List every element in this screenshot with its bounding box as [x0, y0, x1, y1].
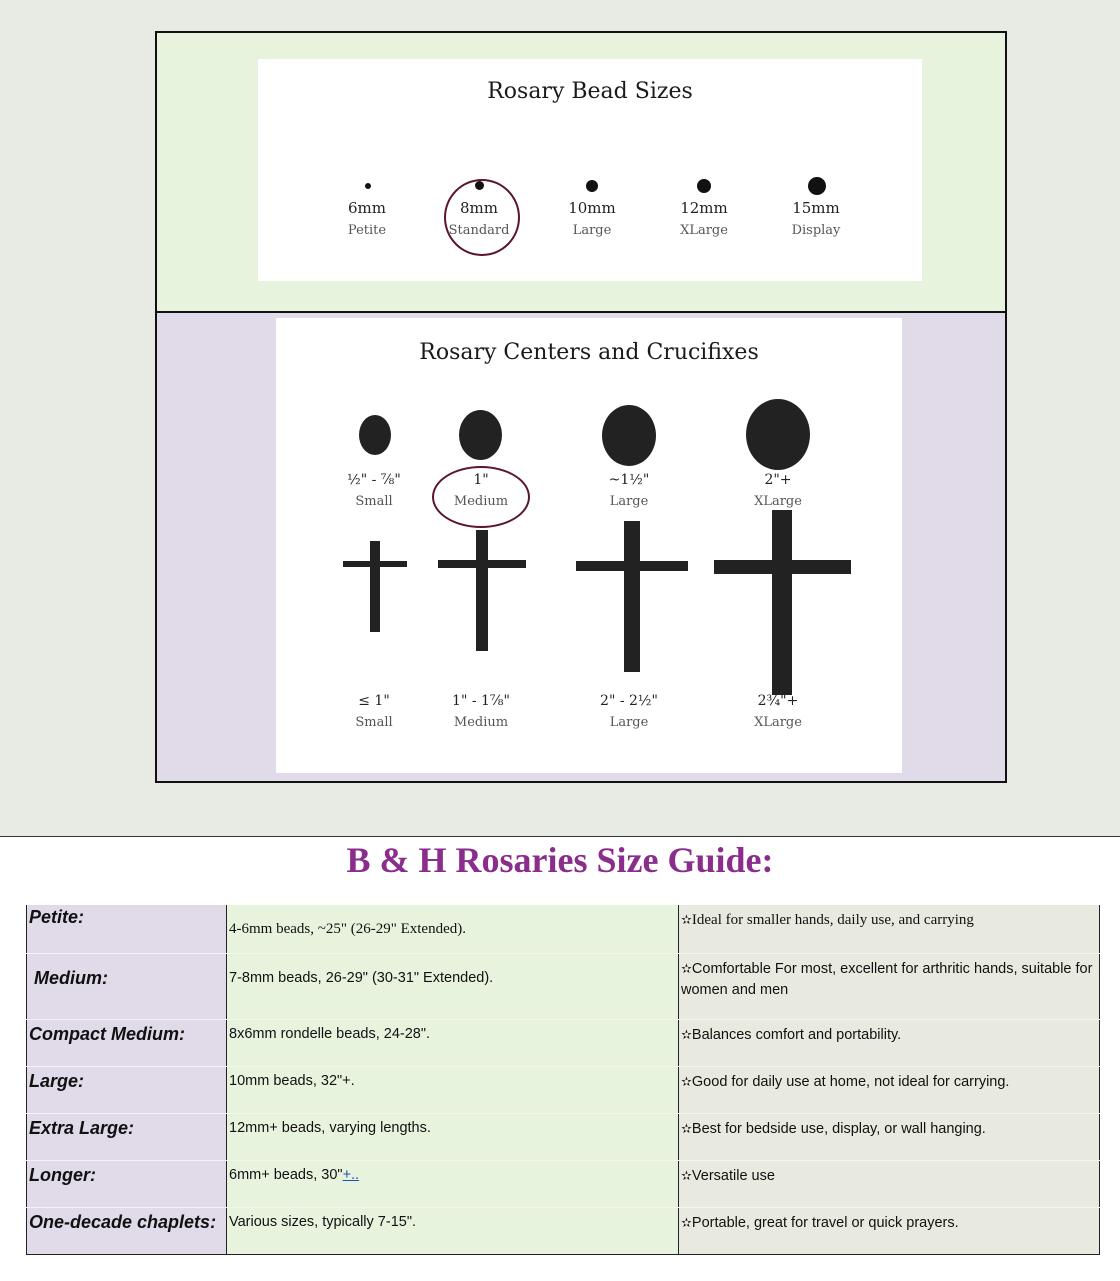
crucifix-name: XLarge — [754, 715, 802, 730]
bead-dot-6mm — [365, 183, 371, 189]
row-label: Medium: — [27, 953, 227, 1019]
crucifix-name: Small — [355, 715, 393, 730]
crucifix-size: 2¾"+ — [757, 693, 799, 709]
row-note — [679, 953, 1100, 1019]
table-row — [27, 1113, 1100, 1160]
table-row — [27, 1019, 1100, 1066]
row-label: Extra Large: — [27, 1113, 227, 1160]
star-icon: ✫ — [681, 1120, 692, 1136]
row-beads: 7-8mm beads, 26-29" (30-31" Extended). — [227, 953, 679, 1019]
row-note — [679, 1113, 1100, 1160]
bead-sizes-card — [258, 59, 922, 281]
size-guide-table — [26, 905, 1100, 1255]
size-chart-figure — [155, 31, 1007, 783]
center-name: Small — [355, 494, 393, 509]
bead-size: 10mm — [568, 199, 616, 217]
star-icon: ✫ — [681, 1073, 692, 1089]
crucifix-size: 1" - 1⅞" — [452, 693, 510, 709]
row-beads — [227, 1160, 679, 1207]
crucifix-small-vertical — [370, 541, 380, 632]
crucifix-name: Medium — [453, 715, 509, 730]
row-beads: 10mm beads, 32"+. — [227, 1066, 679, 1113]
star-icon: ✫ — [681, 1026, 692, 1042]
row-beads: 8x6mm rondelle beads, 24-28". — [227, 1019, 679, 1066]
crucifix-xlarge-vertical — [772, 510, 792, 695]
table-row — [27, 953, 1100, 1019]
center-size: ½" - ⅞" — [347, 472, 401, 488]
bead-name: Petite — [347, 223, 387, 238]
row-note-text: Balances comfort and portability. — [691, 1026, 902, 1043]
row-label: Large: — [27, 1066, 227, 1113]
center-label-large — [579, 472, 679, 509]
row-beads-text: 6mm+ beads, 30" — [229, 1166, 343, 1183]
bead-dot-12mm — [697, 179, 711, 193]
bead-label-10mm — [542, 199, 642, 238]
row-note-text: Best for bedside use, display, or wall hanging. — [691, 1120, 986, 1137]
row-note-text: Portable, great for travel or quick prayers. — [691, 1214, 959, 1231]
crucifix-label-small — [324, 693, 424, 730]
bead-name: Standard — [448, 223, 510, 238]
crucifix-name: Large — [609, 715, 649, 730]
row-note-text: Ideal for smaller hands, daily use, and carrying — [691, 912, 974, 928]
center-oval-medium — [459, 410, 502, 460]
center-label-small — [324, 472, 424, 509]
table-row — [27, 1066, 1100, 1113]
crucifix-size: 2" - 2½" — [600, 693, 658, 709]
size-guide-title: B & H Rosaries Size Guide: — [346, 840, 774, 880]
center-size: 1" — [473, 472, 489, 488]
center-oval-large — [602, 405, 656, 466]
bead-name: Display — [791, 223, 841, 238]
centers-panel — [157, 313, 1005, 781]
star-icon: ✫ — [681, 1214, 692, 1230]
bead-dot-15mm — [808, 177, 826, 195]
center-name: XLarge — [754, 494, 802, 509]
row-label: Longer: — [27, 1160, 227, 1207]
center-name: Medium — [453, 494, 509, 509]
row-beads: 4-6mm beads, ~25" (26-29" Extended). — [227, 905, 679, 953]
centers-title: Rosary Centers and Crucifixes — [419, 340, 759, 365]
center-label-xlarge — [728, 472, 828, 509]
bead-sizes-title: Rosary Bead Sizes — [487, 79, 693, 104]
star-icon: ✫ — [681, 960, 692, 976]
row-note-text: Versatile use — [691, 1167, 775, 1184]
row-beads: 12mm+ beads, varying lengths. — [227, 1113, 679, 1160]
crucifix-small-horizontal — [343, 561, 407, 567]
table-row — [27, 905, 1100, 953]
bead-label-6mm — [317, 199, 417, 238]
crucifix-large-vertical — [624, 521, 640, 672]
center-size: 2"+ — [764, 472, 792, 488]
bead-size: 12mm — [680, 199, 728, 217]
row-beads: Various sizes, typically 7-15". — [227, 1207, 679, 1254]
center-oval-xlarge — [746, 399, 810, 470]
center-oval-small — [359, 415, 391, 455]
bead-label-12mm — [654, 199, 754, 238]
bead-name: XLarge — [680, 223, 728, 238]
center-label-medium — [431, 472, 531, 509]
table-row — [27, 1160, 1100, 1207]
crucifix-size: ≤ 1" — [358, 693, 390, 709]
row-note — [679, 1160, 1100, 1207]
bead-sizes-panel — [157, 33, 1005, 313]
bead-size: 15mm — [792, 199, 840, 217]
row-note-text: Comfortable For most, excellent for arthritic hands, suitable for women and men — [681, 960, 1093, 998]
row-note — [679, 1019, 1100, 1066]
center-size: ~1½" — [608, 472, 650, 488]
bead-label-8mm — [429, 199, 529, 238]
star-icon: ✫ — [681, 912, 692, 927]
size-guide-section — [0, 836, 1120, 1281]
crucifix-label-xlarge — [728, 693, 828, 730]
more-link[interactable]: +.. — [342, 1166, 360, 1183]
row-label: Petite: — [27, 905, 227, 953]
crucifix-large-horizontal — [576, 561, 688, 571]
crucifix-medium-horizontal — [438, 560, 526, 568]
row-label: Compact Medium: — [27, 1019, 227, 1066]
bead-size: 6mm — [348, 199, 386, 217]
bead-size: 8mm — [460, 199, 498, 217]
centers-card — [276, 318, 902, 773]
crucifix-xlarge-horizontal — [714, 560, 851, 574]
crucifix-label-large — [579, 693, 679, 730]
table-row — [27, 1207, 1100, 1254]
star-icon: ✫ — [681, 1167, 692, 1183]
row-note — [679, 1207, 1100, 1254]
center-name: Large — [609, 494, 649, 509]
crucifix-label-medium — [431, 693, 531, 730]
bead-name: Large — [572, 223, 612, 238]
bead-label-15mm — [766, 199, 866, 238]
crucifix-medium-vertical — [476, 530, 488, 651]
row-note — [679, 1066, 1100, 1113]
row-note-text: Good for daily use at home, not ideal for carrying. — [691, 1073, 1010, 1090]
row-note — [679, 905, 1100, 953]
row-label: One-decade chaplets: — [27, 1207, 227, 1254]
bead-dot-10mm — [586, 180, 598, 192]
